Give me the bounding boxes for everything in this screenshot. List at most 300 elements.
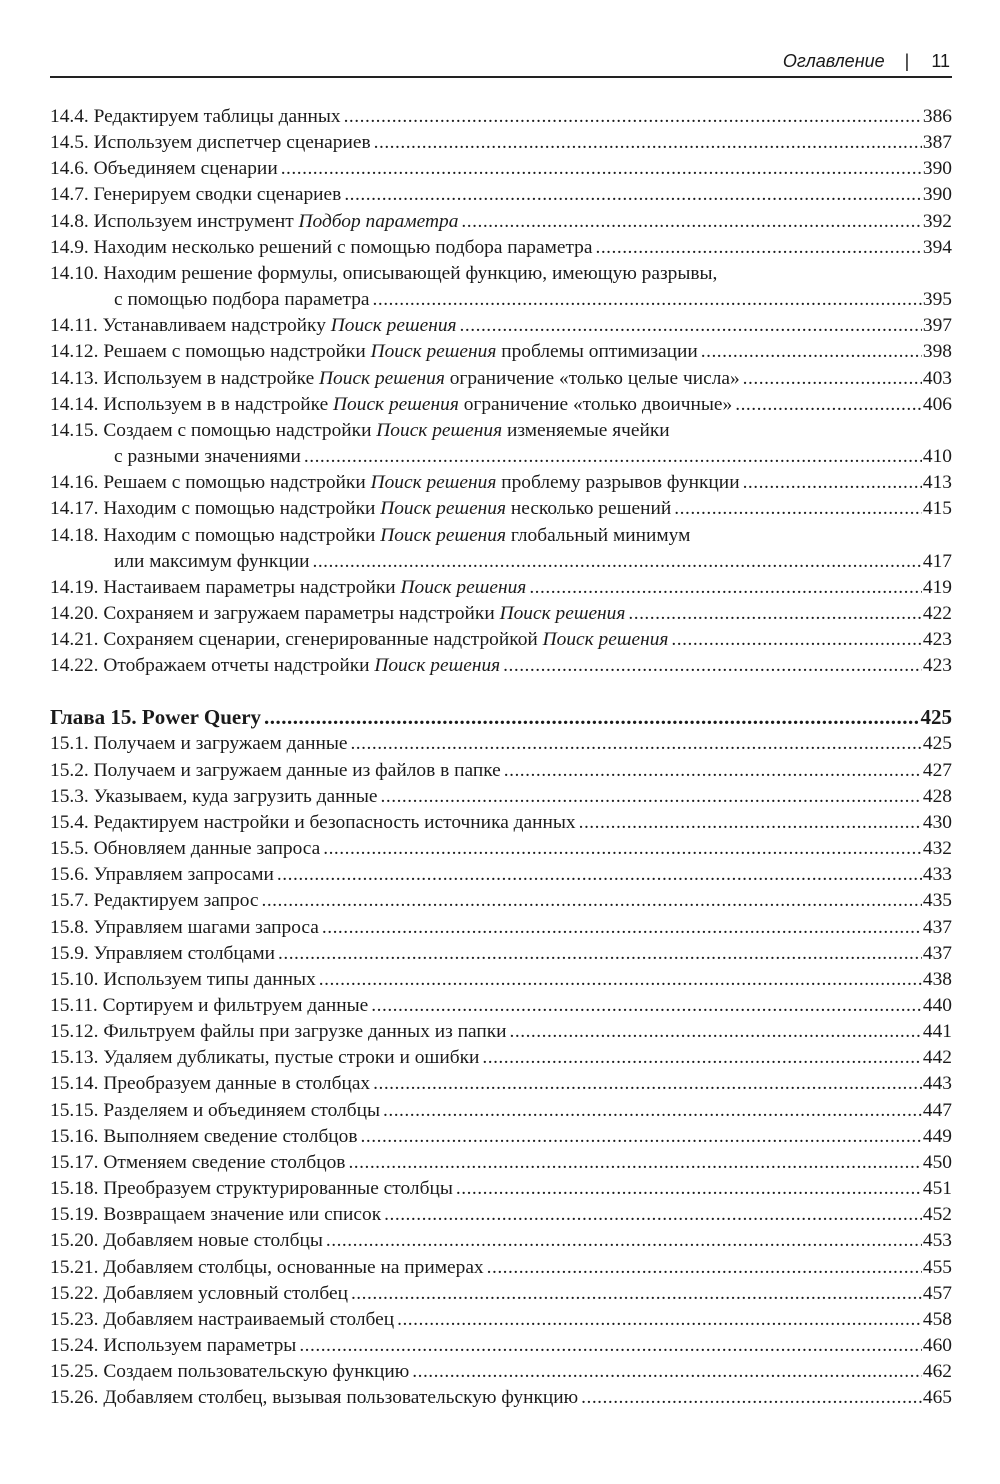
leader-dots xyxy=(743,470,922,496)
leader-dots xyxy=(595,235,921,261)
toc-entry-number: 15.23. xyxy=(50,1308,99,1330)
toc-entry[interactable] xyxy=(50,941,952,967)
leader-dots xyxy=(322,915,922,941)
toc-entry-page: 423 xyxy=(922,629,952,651)
toc-entry-title xyxy=(98,627,668,653)
chapter-15-list xyxy=(50,703,952,1411)
toc-entry-title xyxy=(89,130,371,156)
toc-entry-page: 460 xyxy=(922,1335,952,1357)
toc-entry-number: 15.7. xyxy=(50,890,89,912)
leader-dots xyxy=(361,1124,922,1150)
leader-dots xyxy=(510,1019,922,1045)
toc-entry-number: 15.24. xyxy=(50,1335,99,1357)
toc-entry-title-text: Сортируем и фильтруем данные xyxy=(102,995,369,1016)
toc-entry-title xyxy=(98,313,457,339)
toc-entry-title: Создаем с помощью надстройки xyxy=(103,419,377,441)
toc-entry[interactable] xyxy=(50,104,952,130)
toc-entry-page: 440 xyxy=(922,995,952,1016)
toc-entry-page: 452 xyxy=(922,1204,952,1226)
toc-entry-number: 15.4. xyxy=(50,811,89,833)
toc-entry[interactable] xyxy=(50,993,952,1019)
toc-entry-page: 387 xyxy=(922,132,952,154)
toc-entry-number: 15.12. xyxy=(50,1021,99,1043)
toc-entry-page: 437 xyxy=(922,916,952,938)
toc-entry[interactable] xyxy=(50,1098,952,1124)
toc-entry-title-text: Указываем, куда загрузить данные xyxy=(93,785,378,807)
toc-entry[interactable] xyxy=(50,1228,952,1254)
toc-entry[interactable] xyxy=(50,967,952,993)
toc-entry[interactable] xyxy=(50,1071,952,1097)
toc-entry-title-text: Управляем запросами xyxy=(93,864,274,886)
toc-entry-number: 15.8. xyxy=(50,916,89,938)
toc-entry-title-italic: Поиск решения xyxy=(370,472,497,494)
leader-dots xyxy=(281,156,922,182)
toc-entry-number: 14.18. xyxy=(50,524,99,546)
toc-entry-page: 449 xyxy=(922,1125,952,1147)
toc-entry-title-text: Обновляем данные запроса xyxy=(93,838,321,860)
toc-entry-title-text: Добавляем новые столбцы xyxy=(103,1230,323,1252)
toc-entry-title xyxy=(89,836,320,862)
toc-entry-page: 413 xyxy=(922,472,952,494)
toc-entry-number: 15.14. xyxy=(50,1073,99,1095)
section-14-list xyxy=(50,104,952,679)
toc-entry-page: 430 xyxy=(922,811,952,833)
toc-entry-title-text: Выполняем сведение столбцов xyxy=(103,1125,358,1147)
toc-entry-page: 435 xyxy=(922,890,952,912)
toc-entry[interactable] xyxy=(50,496,952,522)
toc-entry-number: 15.26. xyxy=(50,1387,99,1409)
toc-entry-title-text: Используем в в надстройке xyxy=(103,393,334,415)
toc-entry-title-text: Отменяем сведение столбцов xyxy=(103,1151,346,1173)
leader-dots xyxy=(461,209,921,235)
toc-entry-number: 15.6. xyxy=(50,864,89,886)
leader-dots xyxy=(261,889,921,915)
toc-entry[interactable] xyxy=(50,1202,952,1228)
toc-entry[interactable] xyxy=(50,1150,952,1176)
toc-entry-title-italic: Поиск решения xyxy=(333,393,459,415)
toc-entry[interactable] xyxy=(50,156,952,182)
toc-entry-number: 14.19. xyxy=(50,576,99,598)
toc-entry[interactable] xyxy=(50,888,952,914)
toc-entry-title xyxy=(89,104,341,130)
toc-entry-number: 14.5. xyxy=(50,132,89,154)
toc-entry-title-text: Решаем с помощью надстройки xyxy=(103,341,371,363)
leader-dots xyxy=(351,1281,922,1307)
toc-entry-page: 457 xyxy=(922,1282,952,1304)
toc-entry[interactable] xyxy=(50,627,952,653)
toc-entry-title xyxy=(89,731,348,757)
leader-dots xyxy=(482,1045,922,1071)
toc-entry[interactable] xyxy=(50,366,952,392)
toc-entry-number: 15.1. xyxy=(50,733,89,755)
toc-entry-title-italic: Подбор параметра xyxy=(298,210,459,232)
toc-entry-page: 386 xyxy=(922,106,952,127)
toc-entry[interactable] xyxy=(50,784,952,810)
toc-entry-page: 465 xyxy=(922,1387,952,1409)
toc-entry-title-text: Используем инструмент xyxy=(93,210,299,232)
toc-entry-title-text: Решаем с помощью надстройки xyxy=(103,472,371,494)
toc-entry-page: 432 xyxy=(922,838,952,860)
toc-entry-title-italic: Поиск решения xyxy=(499,602,626,624)
toc-entry-page: 410 xyxy=(922,446,952,468)
toc-entry-title: Находим с помощью надстройки xyxy=(103,524,381,546)
toc-entry-title-suffix: ограничение «только целые числа» xyxy=(444,367,740,389)
toc-entry[interactable] xyxy=(50,418,952,470)
toc-entry-title xyxy=(98,1228,322,1254)
leader-dots xyxy=(264,703,919,731)
toc-entry[interactable] xyxy=(50,523,952,575)
chapter-title: Глава 15. Power Query xyxy=(50,705,262,730)
leader-dots xyxy=(326,1229,922,1255)
toc-entry-page: 422 xyxy=(922,602,952,624)
leader-dots xyxy=(277,862,922,888)
toc-entry-title-suffix: изменяемые ячейки xyxy=(502,419,670,441)
toc-entry-title-text: Редактируем таблицы данных xyxy=(93,106,341,127)
toc-entry-title xyxy=(98,470,739,496)
toc-entry-title xyxy=(98,1098,380,1124)
toc-entry-page: 451 xyxy=(922,1178,952,1200)
toc-entry-page: 438 xyxy=(922,968,952,990)
toc-entry-number: 14.14. xyxy=(50,393,99,415)
toc-entry-title-text: Возвращаем значение или список xyxy=(103,1204,382,1226)
toc-entry-number: 15.15. xyxy=(50,1099,99,1121)
toc-entry[interactable] xyxy=(50,1281,952,1307)
toc-entry-number: 14.4. xyxy=(50,106,89,127)
toc-entry-page: 462 xyxy=(922,1361,952,1383)
leader-dots xyxy=(384,1202,922,1228)
running-head xyxy=(50,48,950,74)
leader-dots xyxy=(671,627,921,653)
toc-entry-title xyxy=(98,1333,296,1359)
leader-dots xyxy=(344,183,922,209)
toc-entry[interactable] xyxy=(50,235,952,261)
toc-entry[interactable] xyxy=(50,1176,952,1202)
toc-entry-page: 395 xyxy=(922,289,952,311)
toc-entry-page: 455 xyxy=(922,1256,952,1278)
running-head-separator: | xyxy=(904,51,910,71)
leader-dots xyxy=(628,601,922,627)
toc-entry-number: 14.8. xyxy=(50,210,89,232)
toc-entry[interactable] xyxy=(50,810,952,836)
toc-entry-number: 15.17. xyxy=(50,1151,99,1173)
leader-dots xyxy=(381,784,922,810)
chapter-heading[interactable] xyxy=(50,703,952,731)
toc-entry-title-text: Управляем столбцами xyxy=(93,942,276,964)
toc-entry-number: 15.2. xyxy=(50,759,89,781)
toc-entry-number: 15.11. xyxy=(50,995,98,1016)
toc-entry-title xyxy=(98,601,625,627)
toc-entry-title xyxy=(98,1071,370,1097)
toc-entry-title xyxy=(98,1281,347,1307)
toc-entry-number: 14.16. xyxy=(50,472,99,494)
toc-entry-title xyxy=(89,862,274,888)
toc-entry-title-text: Создаем пользовательскую функцию xyxy=(103,1361,410,1383)
toc-entry-title xyxy=(89,156,278,182)
running-head-title: Оглавление xyxy=(782,51,885,71)
leader-dots xyxy=(503,653,922,679)
leader-dots xyxy=(323,836,922,862)
leader-dots xyxy=(383,1098,922,1124)
toc-entry-title-suffix: проблемы оптимизации xyxy=(496,341,698,363)
toc-entry-title-continued: с помощью подбора параметра xyxy=(114,289,370,311)
toc-entry-title-text: Настаиваем параметры надстройки xyxy=(103,576,401,598)
toc-entry-title-text: Объединяем сценарии xyxy=(93,158,278,180)
toc-entry[interactable] xyxy=(50,182,952,208)
toc-entry-title-italic: Поиск решения xyxy=(319,367,445,389)
toc-entry-page: 392 xyxy=(922,210,952,232)
toc-entry-title-suffix: глобальный минимум xyxy=(506,524,691,546)
toc-entry-page: 394 xyxy=(922,236,952,258)
leader-dots xyxy=(397,1307,922,1333)
toc-entry-number: 14.10. xyxy=(50,262,99,284)
toc-entry-number: 14.15. xyxy=(50,419,99,441)
leader-dots xyxy=(319,967,922,993)
toc-entry[interactable] xyxy=(50,653,952,679)
leader-dots xyxy=(374,130,922,156)
leader-dots xyxy=(304,444,922,470)
toc-entry-title: Находим решение формулы, описывающей функцию, имеющую разрывы, xyxy=(103,262,718,284)
toc-entry-title-italic: Поиск решения xyxy=(370,341,497,363)
toc-entry[interactable] xyxy=(50,1019,952,1045)
toc-entry-title-continued: или максимум функции xyxy=(114,550,310,572)
leader-dots xyxy=(373,287,922,313)
toc-entry-title-suffix: несколько решений xyxy=(506,498,672,520)
toc-entry-page: 447 xyxy=(922,1099,952,1121)
toc-entry-title-text: Сохраняем сценарии, сгенерированные надстройкой xyxy=(103,629,543,651)
toc-entry-number: 14.21. xyxy=(50,629,99,651)
toc-entry-title xyxy=(98,1124,357,1150)
toc-entry-title-italic: Поиск решения xyxy=(400,576,527,598)
leader-dots xyxy=(460,313,922,339)
toc-entry[interactable] xyxy=(50,731,952,757)
leader-dots xyxy=(350,732,921,758)
leader-dots xyxy=(371,993,922,1019)
running-head-page-number: 11 xyxy=(931,51,950,71)
toc-entry-title-italic: Поиск решения xyxy=(542,629,669,651)
toc-entry-page: 423 xyxy=(922,655,952,677)
leader-dots xyxy=(412,1359,922,1385)
toc-entry[interactable] xyxy=(50,601,952,627)
leader-dots xyxy=(312,549,921,575)
leader-dots xyxy=(278,941,922,967)
toc-entry-title xyxy=(89,235,593,261)
toc-entry-title xyxy=(89,182,342,208)
toc-entry-title xyxy=(98,1202,381,1228)
toc-entry-number: 14.7. xyxy=(50,184,89,206)
toc-entry-title-text: Находим с помощью надстройки xyxy=(103,498,381,520)
toc-entry-title-text: Отображаем отчеты надстройки xyxy=(103,655,375,677)
toc-entry-number: 14.6. xyxy=(50,158,89,180)
toc-entry[interactable] xyxy=(50,313,952,339)
chapter-page: 425 xyxy=(920,705,952,730)
toc-entry[interactable] xyxy=(50,575,952,601)
toc-entry-page: 433 xyxy=(922,864,952,886)
toc-entry[interactable] xyxy=(50,1045,952,1071)
toc-entry-number: 14.13. xyxy=(50,367,99,389)
toc-entry[interactable] xyxy=(50,1124,952,1150)
leader-dots xyxy=(456,1176,922,1202)
toc-entry-title-text: Находим несколько решений с помощью подбора параметра xyxy=(93,236,593,258)
toc-entry[interactable] xyxy=(50,1385,952,1411)
leader-dots xyxy=(701,340,922,366)
toc-entry-title xyxy=(98,1359,409,1385)
toc-entry-number: 15.21. xyxy=(50,1256,99,1278)
leader-dots xyxy=(373,1072,922,1098)
table-of-contents xyxy=(50,104,952,1412)
toc-entry-title-italic: Поиск решения xyxy=(380,498,507,520)
toc-entry[interactable] xyxy=(50,470,952,496)
toc-entry-title-text: Добавляем столбцы, основанные на примерах xyxy=(103,1256,484,1278)
leader-dots xyxy=(579,810,922,836)
toc-entry-title xyxy=(89,941,275,967)
toc-entry-page: 398 xyxy=(922,341,952,363)
toc-entry[interactable] xyxy=(50,836,952,862)
toc-entry-page: 427 xyxy=(922,759,952,781)
toc-entry[interactable] xyxy=(50,209,952,235)
toc-entry-title-text: Сохраняем и загружаем параметры надстройки xyxy=(103,602,500,624)
toc-entry-title-italic: Поиск решения xyxy=(374,655,501,677)
toc-entry-page: 441 xyxy=(922,1021,952,1043)
toc-entry-number: 15.16. xyxy=(50,1125,99,1147)
toc-entry-title xyxy=(98,1045,479,1071)
toc-entry[interactable] xyxy=(50,915,952,941)
toc-entry-title-italic: Поиск решения xyxy=(330,315,457,337)
toc-entry-number: 15.3. xyxy=(50,785,89,807)
toc-entry-number: 14.9. xyxy=(50,236,89,258)
toc-entry-title-text: Используем типы данных xyxy=(103,968,316,990)
leader-dots xyxy=(743,366,922,392)
toc-entry-title-continued: с разными значениями xyxy=(114,446,301,468)
toc-entry-title xyxy=(89,784,378,810)
toc-entry[interactable] xyxy=(50,339,952,365)
toc-entry-page: 453 xyxy=(922,1230,952,1252)
toc-entry-title-suffix: ограничение «только двоичные» xyxy=(458,393,733,415)
toc-entry-title-text: Преобразуем данные в столбцах xyxy=(103,1073,371,1095)
toc-entry-title xyxy=(89,915,319,941)
toc-entry-title-text: Преобразуем структурированные столбцы xyxy=(103,1178,453,1200)
toc-entry-title-text: Добавляем настраиваемый столбец xyxy=(103,1308,395,1330)
toc-entry-title-text: Добавляем условный столбец xyxy=(103,1282,348,1304)
toc-entry-title xyxy=(98,1385,578,1411)
leader-dots xyxy=(735,392,922,418)
toc-entry-title xyxy=(89,810,576,836)
toc-entry[interactable] xyxy=(50,758,952,784)
toc-entry-title xyxy=(89,209,459,235)
leader-dots xyxy=(529,575,922,601)
toc-entry-page: 390 xyxy=(922,158,952,180)
toc-entry-title-text: Фильтруем файлы при загрузке данных из папки xyxy=(103,1021,507,1043)
toc-entry-title-text: Разделяем и объединяем столбцы xyxy=(103,1099,380,1121)
toc-entry-title-text: Редактируем запрос xyxy=(93,890,259,912)
toc-entry-title xyxy=(98,1150,345,1176)
leader-dots xyxy=(504,758,922,784)
toc-entry-title xyxy=(98,339,697,365)
leader-dots xyxy=(487,1255,922,1281)
leader-dots xyxy=(299,1333,922,1359)
toc-entry-title-text: Добавляем столбец, вызывая пользовательскую функцию xyxy=(103,1387,579,1409)
toc-entry-number: 15.20. xyxy=(50,1230,99,1252)
toc-entry-title-text: Редактируем настройки и безопасность источника данных xyxy=(93,811,576,833)
toc-entry-page: 443 xyxy=(922,1073,952,1095)
toc-entry-number: 15.10. xyxy=(50,968,99,990)
toc-entry-number: 14.22. xyxy=(50,655,99,677)
header-rule xyxy=(50,76,952,78)
toc-entry[interactable] xyxy=(50,1307,952,1333)
toc-entry-title xyxy=(98,1255,483,1281)
toc-entry-title-text: Получаем и загружаем данные xyxy=(93,733,348,755)
leader-dots xyxy=(344,104,922,130)
toc-entry-number: 15.19. xyxy=(50,1204,99,1226)
toc-entry-page: 458 xyxy=(922,1308,952,1330)
toc-entry-title-text: Удаляем дубликаты, пустые строки и ошибки xyxy=(103,1047,480,1069)
toc-entry-title-italic: Поиск решения xyxy=(380,524,507,546)
toc-entry-title-text: Устанавливаем надстройку xyxy=(102,315,331,337)
toc-entry-title-text: Генерируем сводки сценариев xyxy=(93,184,342,206)
toc-entry-number: 15.22. xyxy=(50,1282,99,1304)
toc-entry-number: 14.20. xyxy=(50,602,99,624)
toc-entry-title xyxy=(98,496,671,522)
toc-entry[interactable] xyxy=(50,1333,952,1359)
toc-entry-page: 442 xyxy=(922,1047,952,1069)
toc-entry-number: 15.25. xyxy=(50,1361,99,1383)
toc-entry-title xyxy=(98,392,732,418)
leader-dots xyxy=(674,497,922,523)
toc-entry[interactable] xyxy=(50,1359,952,1385)
toc-entry-title xyxy=(98,366,739,392)
toc-entry-title xyxy=(98,1019,506,1045)
toc-entry-number: 15.9. xyxy=(50,942,89,964)
toc-entry-number: 14.17. xyxy=(50,498,99,520)
toc-entry-page: 417 xyxy=(922,550,952,572)
toc-entry-page: 419 xyxy=(922,576,952,598)
toc-entry-number: 15.13. xyxy=(50,1047,99,1069)
toc-entry[interactable] xyxy=(50,392,952,418)
toc-entry-page: 437 xyxy=(922,942,952,964)
toc-entry-title-text: Используем параметры xyxy=(103,1335,297,1357)
leader-dots xyxy=(348,1150,921,1176)
toc-entry-page: 403 xyxy=(922,367,952,389)
toc-entry-number: 15.18. xyxy=(50,1178,99,1200)
toc-entry-title xyxy=(89,758,501,784)
toc-entry-title xyxy=(98,1307,394,1333)
toc-entry-page: 428 xyxy=(922,785,952,807)
toc-entry-title xyxy=(98,653,500,679)
toc-entry-title xyxy=(98,575,526,601)
toc-entry-page: 406 xyxy=(922,393,952,415)
toc-entry-page: 425 xyxy=(922,733,952,755)
toc-entry-title-text: Используем диспетчер сценариев xyxy=(93,132,371,154)
toc-entry[interactable] xyxy=(50,862,952,888)
toc-entry-number: 14.12. xyxy=(50,341,99,363)
toc-entry-page: 450 xyxy=(922,1151,952,1173)
toc-entry-title xyxy=(98,967,315,993)
toc-entry-title-suffix: проблему разрывов функции xyxy=(496,472,740,494)
toc-entry[interactable] xyxy=(50,261,952,313)
toc-entry-title xyxy=(98,1176,452,1202)
toc-entry[interactable] xyxy=(50,1255,952,1281)
toc-entry-page: 397 xyxy=(922,315,952,337)
toc-entry-title-text: Управляем шагами запроса xyxy=(93,916,319,938)
leader-dots xyxy=(581,1386,922,1412)
toc-entry-number: 14.11. xyxy=(50,315,98,337)
toc-entry-page: 390 xyxy=(922,184,952,206)
toc-entry-title-italic: Поиск решения xyxy=(376,419,503,441)
toc-entry-page: 415 xyxy=(922,498,952,520)
toc-entry[interactable] xyxy=(50,130,952,156)
toc-entry-title-text: Используем в надстройке xyxy=(103,367,320,389)
toc-entry-title xyxy=(89,888,259,914)
toc-entry-number: 15.5. xyxy=(50,838,89,860)
